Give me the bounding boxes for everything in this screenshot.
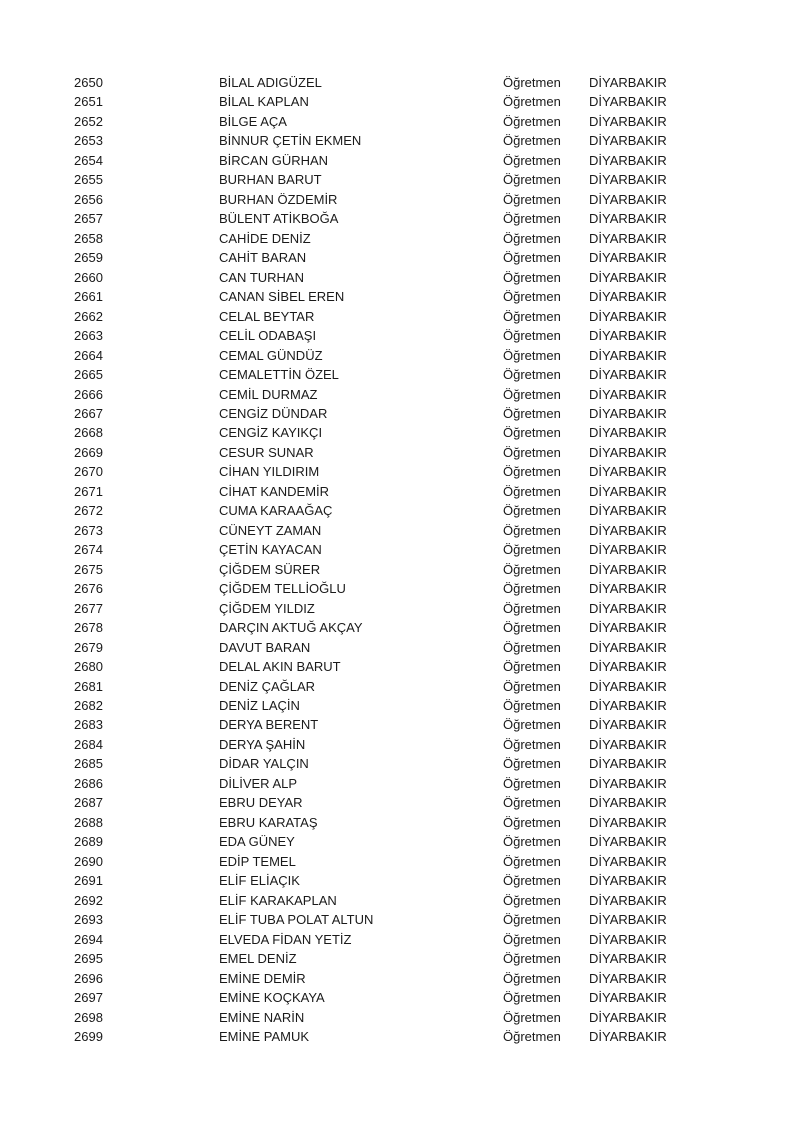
row-number: 2672 [74,503,103,519]
city-name: DİYARBAKIR [589,756,667,772]
job-title: Öğretmen [503,250,561,266]
row-number: 2693 [74,912,103,928]
row-number: 2691 [74,873,103,889]
row-number: 2669 [74,444,103,460]
person-name: ÇETİN KAYACAN [219,542,322,558]
city-name: DİYARBAKIR [589,814,667,830]
list-row [0,307,800,326]
list-row [0,774,800,793]
list-row [0,871,800,890]
city-name: DİYARBAKIR [589,444,667,460]
job-title: Öğretmen [503,912,561,928]
person-name: DENİZ LAÇİN [219,698,300,713]
list-row [0,73,800,92]
city-name: DİYARBAKIR [589,75,667,90]
list-row [0,462,800,481]
person-name: BİLGE AÇA [219,113,287,129]
person-name: CENGİZ KAYIKÇI [219,425,323,441]
person-name: ELİF KARAKAPLAN [219,892,337,908]
row-number: 2696 [74,970,103,986]
city-name: DİYARBAKIR [589,289,667,305]
job-title: Öğretmen [503,1028,561,1044]
person-name: EBRU DEYAR [219,795,303,811]
list-row [0,657,800,676]
job-title: Öğretmen [503,503,561,519]
job-title: Öğretmen [503,367,561,383]
person-name: CAHİDE DENİZ [219,230,311,246]
list-row [0,209,800,228]
row-number: 2655 [74,172,103,188]
row-number: 2685 [74,756,103,772]
person-name: DERYA BERENT [219,717,319,733]
city-name: DİYARBAKIR [589,328,667,344]
city-name: DİYARBAKIR [589,230,667,246]
person-name: CÜNEYT ZAMAN [219,522,322,538]
job-title: Öğretmen [503,756,561,772]
person-name: CİHAN YILDIRIM [219,464,320,480]
person-name: ELİF ELİAÇIK [219,873,300,889]
city-name: DİYARBAKIR [589,678,667,694]
list-row [0,540,800,559]
row-number: 2650 [74,75,103,90]
person-name: CANAN SİBEL EREN [219,289,345,305]
person-name: ÇİĞDEM TELLİOĞLU [219,581,346,597]
person-name: ELVEDA FİDAN YETİZ [219,931,352,947]
person-name: DARÇIN AKTUĞ AKÇAY [219,620,363,636]
person-name: EDİP TEMEL [219,853,296,869]
person-name: CELAL BEYTAR [219,308,315,324]
row-number: 2666 [74,386,103,402]
row-number: 2680 [74,659,103,675]
city-name: DİYARBAKIR [589,191,667,207]
list-row [0,599,800,618]
job-title: Öğretmen [503,853,561,869]
row-number: 2698 [74,1009,103,1025]
row-number: 2664 [74,347,103,363]
city-name: DİYARBAKIR [589,600,667,616]
person-name: DİDAR YALÇIN [219,756,309,772]
city-name: DİYARBAKIR [589,795,667,811]
city-name: DİYARBAKIR [589,308,667,324]
list-row [0,385,800,404]
row-number: 2683 [74,717,103,733]
row-number: 2684 [74,736,103,752]
person-name: DELAL AKIN BARUT [219,659,341,675]
job-title: Öğretmen [503,464,561,480]
person-name: EMİNE KOÇKAYA [219,990,325,1006]
row-number: 2663 [74,328,103,344]
person-name: ELİF TUBA POLAT ALTUN [219,912,374,928]
row-number: 2651 [74,94,103,110]
city-name: DİYARBAKIR [589,152,667,168]
job-title: Öğretmen [503,522,561,538]
list-row [0,268,800,287]
list-row [0,579,800,598]
list-row [0,287,800,306]
job-title: Öğretmen [503,698,561,713]
person-name: CUMA KARAAĞAÇ [219,503,333,519]
row-number: 2688 [74,814,103,830]
job-title: Öğretmen [503,736,561,752]
city-name: DİYARBAKIR [589,873,667,889]
person-name: EMEL DENİZ [219,951,297,967]
person-name: BİRCAN GÜRHAN [219,152,329,168]
job-title: Öğretmen [503,444,561,460]
job-title: Öğretmen [503,834,561,850]
list-row [0,638,800,657]
row-number: 2659 [74,250,103,266]
job-title: Öğretmen [503,620,561,636]
job-title: Öğretmen [503,172,561,188]
row-number: 2662 [74,308,103,324]
list-row [0,423,800,442]
city-name: DİYARBAKIR [589,386,667,402]
job-title: Öğretmen [503,931,561,947]
row-number: 2699 [74,1028,103,1044]
list-row [0,813,800,832]
row-number: 2665 [74,367,103,383]
person-name: DAVUT BARAN [219,639,311,655]
city-name: DİYARBAKIR [589,581,667,597]
job-title: Öğretmen [503,152,561,168]
person-name: CEMALETTİN ÖZEL [219,367,339,383]
person-name: EMİNE NARİN [219,1009,305,1025]
row-number: 2695 [74,951,103,967]
row-number: 2692 [74,892,103,908]
city-name: DİYARBAKIR [589,698,667,713]
list-row [0,112,800,131]
list-row [0,949,800,968]
city-name: DİYARBAKIR [589,951,667,967]
city-name: DİYARBAKIR [589,113,667,129]
city-name: DİYARBAKIR [589,367,667,383]
job-title: Öğretmen [503,561,561,577]
person-name: BİLAL KAPLAN [219,94,309,110]
person-name: ÇİĞDEM YILDIZ [219,600,315,616]
city-name: DİYARBAKIR [589,853,667,869]
job-title: Öğretmen [503,191,561,207]
row-number: 2670 [74,464,103,480]
person-name: BÜLENT ATİKBOĞA [219,211,339,227]
person-name: CİHAT KANDEMİR [219,483,330,499]
person-name: CELİL ODABAŞI [219,328,317,344]
job-title: Öğretmen [503,795,561,811]
city-name: DİYARBAKIR [589,736,667,752]
job-title: Öğretmen [503,600,561,616]
city-name: DİYARBAKIR [589,269,667,285]
job-title: Öğretmen [503,347,561,363]
row-number: 2668 [74,425,103,441]
list-row [0,832,800,851]
city-name: DİYARBAKIR [589,775,667,791]
row-number: 2686 [74,775,103,791]
job-title: Öğretmen [503,970,561,986]
city-name: DİYARBAKIR [589,522,667,538]
city-name: DİYARBAKIR [589,970,667,986]
list-row [0,190,800,209]
row-number: 2687 [74,795,103,811]
city-name: DİYARBAKIR [589,503,667,519]
job-title: Öğretmen [503,230,561,246]
list-row [0,326,800,345]
row-number: 2697 [74,990,103,1006]
list-row [0,715,800,734]
job-title: Öğretmen [503,133,561,149]
job-title: Öğretmen [503,75,561,90]
list-row [0,677,800,696]
row-number: 2682 [74,698,103,713]
job-title: Öğretmen [503,542,561,558]
row-number: 2661 [74,289,103,305]
person-name: CENGİZ DÜNDAR [219,405,328,421]
list-row [0,482,800,501]
job-title: Öğretmen [503,873,561,889]
job-title: Öğretmen [503,405,561,421]
city-name: DİYARBAKIR [589,211,667,227]
city-name: DİYARBAKIR [589,931,667,947]
job-title: Öğretmen [503,659,561,675]
list-row [0,131,800,150]
row-number: 2660 [74,269,103,285]
job-title: Öğretmen [503,639,561,655]
row-number: 2689 [74,834,103,850]
person-name: DİLİVER ALP [219,775,298,791]
person-name: BURHAN BARUT [219,172,322,188]
row-number: 2652 [74,113,103,129]
person-name: BİLAL ADIGÜZEL [219,75,322,90]
city-name: DİYARBAKIR [589,405,667,421]
job-title: Öğretmen [503,892,561,908]
job-title: Öğretmen [503,1009,561,1025]
teacher-list [0,73,800,1046]
row-number: 2679 [74,639,103,655]
list-row [0,443,800,462]
person-name: DERYA ŞAHİN [219,736,306,752]
job-title: Öğretmen [503,211,561,227]
list-row [0,891,800,910]
list-row [0,910,800,929]
city-name: DİYARBAKIR [589,250,667,266]
job-title: Öğretmen [503,386,561,402]
list-row [0,1027,800,1046]
job-title: Öğretmen [503,990,561,1006]
job-title: Öğretmen [503,717,561,733]
city-name: DİYARBAKIR [589,990,667,1006]
list-row [0,930,800,949]
city-name: DİYARBAKIR [589,659,667,675]
city-name: DİYARBAKIR [589,892,667,908]
row-number: 2657 [74,211,103,227]
list-row [0,521,800,540]
row-number: 2676 [74,581,103,597]
person-name: CESUR SUNAR [219,444,314,460]
row-number: 2653 [74,133,103,149]
city-name: DİYARBAKIR [589,94,667,110]
city-name: DİYARBAKIR [589,639,667,655]
list-row [0,248,800,267]
city-name: DİYARBAKIR [589,620,667,636]
job-title: Öğretmen [503,289,561,305]
person-name: BURHAN ÖZDEMİR [219,191,338,207]
list-row [0,92,800,111]
person-name: ÇİĞDEM SÜRER [219,561,321,577]
job-title: Öğretmen [503,94,561,110]
list-row [0,618,800,637]
city-name: DİYARBAKIR [589,561,667,577]
row-number: 2694 [74,931,103,947]
job-title: Öğretmen [503,425,561,441]
list-row [0,404,800,423]
city-name: DİYARBAKIR [589,834,667,850]
row-number: 2675 [74,561,103,577]
person-name: CEMİL DURMAZ [219,386,318,402]
person-name: CEMAL GÜNDÜZ [219,347,323,363]
person-name: EMİNE DEMİR [219,970,306,986]
job-title: Öğretmen [503,328,561,344]
person-name: EDA GÜNEY [219,834,295,850]
row-number: 2681 [74,678,103,694]
row-number: 2654 [74,152,103,168]
person-name: CAN TURHAN [219,269,304,285]
city-name: DİYARBAKIR [589,347,667,363]
city-name: DİYARBAKIR [589,172,667,188]
city-name: DİYARBAKIR [589,912,667,928]
row-number: 2667 [74,405,103,421]
list-row [0,346,800,365]
person-name: BİNNUR ÇETİN EKMEN [219,133,362,149]
city-name: DİYARBAKIR [589,1009,667,1025]
job-title: Öğretmen [503,951,561,967]
list-row [0,852,800,871]
city-name: DİYARBAKIR [589,717,667,733]
person-name: EBRU KARATAŞ [219,814,318,830]
row-number: 2674 [74,542,103,558]
list-row [0,151,800,170]
job-title: Öğretmen [503,775,561,791]
row-number: 2671 [74,483,103,499]
row-number: 2690 [74,853,103,869]
row-number: 2677 [74,600,103,616]
list-row [0,229,800,248]
row-number: 2678 [74,620,103,636]
person-name: DENİZ ÇAĞLAR [219,678,316,694]
list-row [0,365,800,384]
person-name: CAHİT BARAN [219,250,307,266]
city-name: DİYARBAKIR [589,133,667,149]
list-row [0,501,800,520]
row-number: 2673 [74,522,103,538]
job-title: Öğretmen [503,269,561,285]
list-row [0,696,800,715]
job-title: Öğretmen [503,483,561,499]
job-title: Öğretmen [503,113,561,129]
job-title: Öğretmen [503,308,561,324]
city-name: DİYARBAKIR [589,542,667,558]
city-name: DİYARBAKIR [589,483,667,499]
row-number: 2656 [74,191,103,207]
list-row [0,988,800,1007]
job-title: Öğretmen [503,814,561,830]
person-name: EMİNE PAMUK [219,1028,310,1044]
city-name: DİYARBAKIR [589,1028,667,1044]
list-row [0,735,800,754]
list-row [0,1008,800,1027]
list-row [0,969,800,988]
list-row [0,560,800,579]
city-name: DİYARBAKIR [589,464,667,480]
list-row [0,793,800,812]
list-row [0,754,800,773]
job-title: Öğretmen [503,581,561,597]
job-title: Öğretmen [503,678,561,694]
city-name: DİYARBAKIR [589,425,667,441]
list-row [0,170,800,189]
row-number: 2658 [74,230,103,246]
